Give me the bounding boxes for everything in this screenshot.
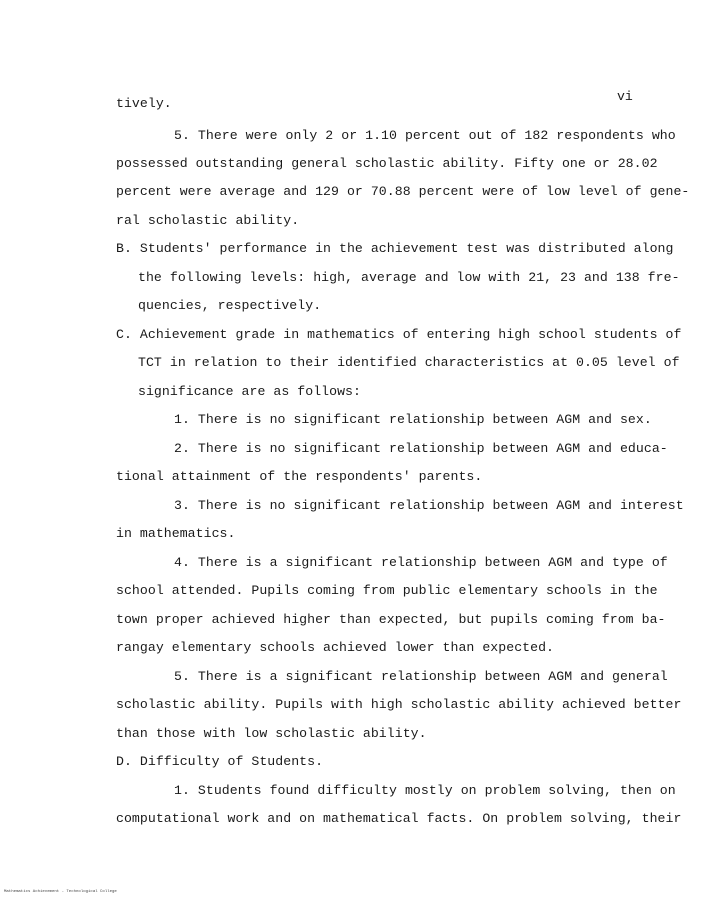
text-line: ral scholastic ability. [116, 213, 300, 228]
text-line: C. Achievement grade in mathematics of entering high school students of [116, 327, 682, 342]
text-line: possessed outstanding general scholastic ability. Fifty one or 28.02 [116, 156, 658, 171]
text-line: D. Difficulty of Students. [116, 754, 324, 769]
text-line: in mathematics. [116, 526, 236, 541]
text-line: scholastic ability. Pupils with high scholastic ability achieved better [116, 697, 682, 712]
text-line: 1. There is no significant relationship between AGM and sex. [174, 412, 652, 427]
text-line: tional attainment of the respondents' parents. [116, 469, 483, 484]
text-line: percent were average and 129 or 70.88 percent were of low level of gene- [116, 184, 690, 199]
text-line: 2. There is no significant relationship between AGM and educa- [174, 441, 668, 456]
text-line: significance are as follows: [138, 384, 361, 399]
text-line: quencies, respectively. [138, 298, 322, 313]
text-line: tively. [116, 96, 172, 111]
text-line: computational work and on mathematical facts. On problem solving, their [116, 811, 682, 826]
text-line: 4. There is a significant relationship between AGM and type of [174, 555, 668, 570]
text-line: B. Students' performance in the achievement test was distributed along [116, 241, 674, 256]
text-line: the following levels: high, average and low with 21, 23 and 138 fre- [138, 270, 680, 285]
text-line: 5. There were only 2 or 1.10 percent out of 182 respondents who [174, 128, 676, 143]
footer-scan-label: Mathematics Achievement - Technological College [4, 890, 117, 894]
text-line: than those with low scholastic ability. [116, 726, 427, 741]
page-number: vi [617, 89, 633, 104]
text-line: rangay elementary schools achieved lower than expected. [116, 640, 555, 655]
text-line: 1. Students found difficulty mostly on problem solving, then on [174, 783, 676, 798]
text-line: school attended. Pupils coming from public elementary schools in the [116, 583, 658, 598]
text-line: TCT in relation to their identified characteristics at 0.05 level of [138, 355, 680, 370]
text-line: town proper achieved higher than expected, but pupils coming from ba- [116, 612, 666, 627]
text-line: 5. There is a significant relationship between AGM and general [174, 669, 668, 684]
text-line: 3. There is no significant relationship between AGM and interest [174, 498, 684, 513]
